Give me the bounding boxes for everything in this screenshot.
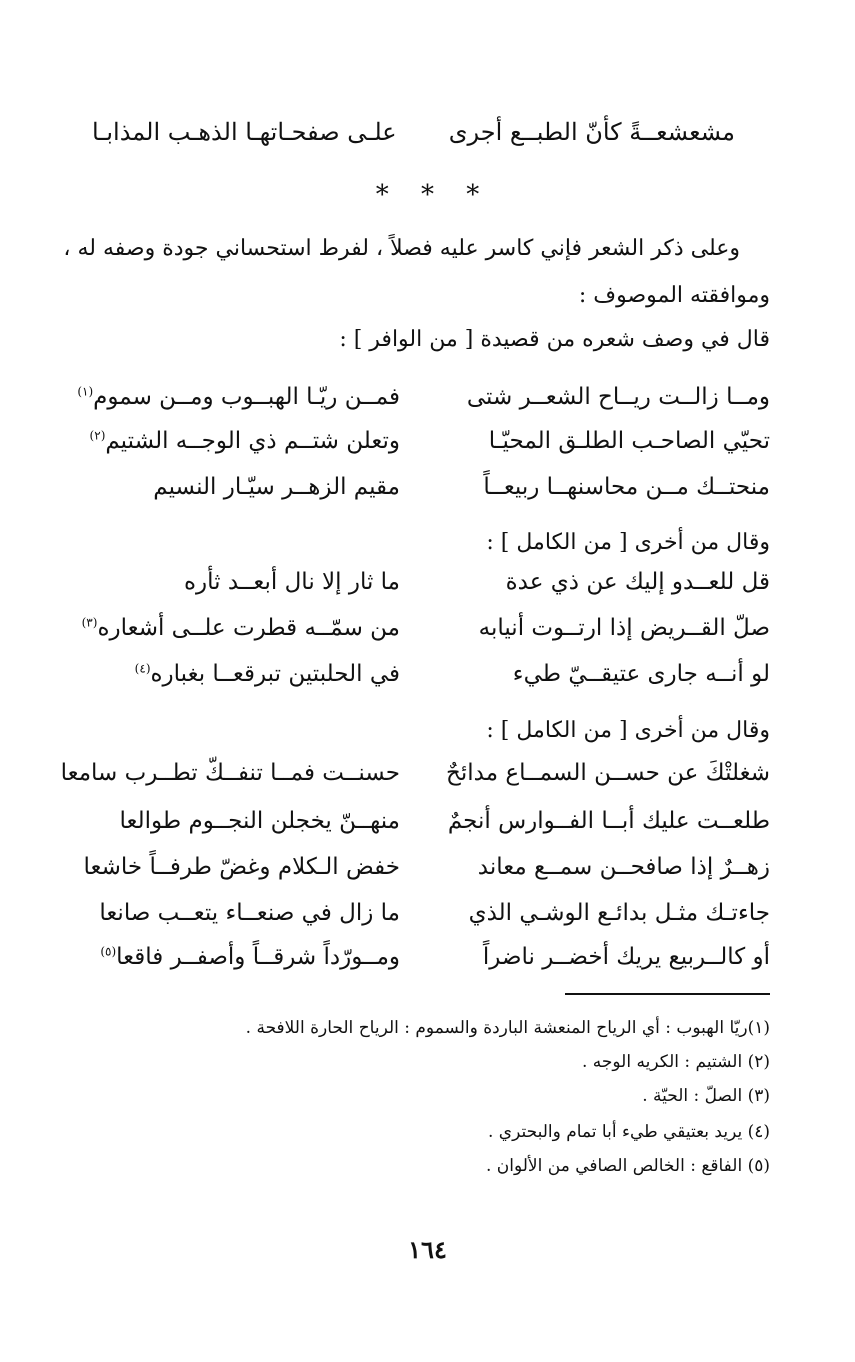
poem3-hemistich-left-2: منهــنّ يخجلن النجــوم طوالعا: [119, 808, 400, 834]
prose-line-3: قال في وصف شعره من قصيدة [ من الوافر ] :: [339, 327, 770, 352]
poem1-text-1: فمــن ريّـا الهبــوب ومــن سموم: [93, 384, 400, 410]
poem1-hemistich-right-1: ومــا زالــت ريــاح الشعــر شتى: [466, 384, 770, 410]
star-3: *: [466, 180, 480, 210]
poem3-hemistich-right-1: شغلتْكَ عن حســن السمــاع مدائحٌ: [446, 760, 770, 786]
poem2-text-2: من سمّــه قطرت علــى أشعاره: [97, 615, 400, 641]
poem3-hemistich-left-3: خفض الـكلام وغضّ طرفــاً خاشعا: [83, 854, 400, 880]
poem1-hemistich-left-2: [70, 428, 400, 454]
poem3-hemistich-right-2: طلعــت عليك أبــا الفــوارس أنجمٌ: [447, 808, 770, 834]
footnote-ref-1: (١): [77, 384, 94, 399]
poem2-hemistich-left-2: [70, 615, 400, 641]
poem2-text-3: في الحلبتين تبرقعــا بغباره: [150, 661, 400, 687]
footnote-4: (٤) يريد بعتيقي طيء أبا تمام والبحتري .: [488, 1122, 770, 1142]
poem2-hemistich-left-1: ما ثار إلا نال أبعــد ثأره: [183, 569, 400, 595]
star-2: *: [421, 180, 434, 210]
section-separator: [0, 180, 855, 210]
footnote-1: (١)ريّا الهبوب : أي الرياح المنعشة الباردة والسموم : الرياح الحارة اللافحة .: [245, 1018, 770, 1038]
footnote-3: (٣) الصلّ : الحيّة .: [642, 1086, 770, 1106]
footnote-divider: [565, 993, 770, 995]
poem2-hemistich-right-1: قل للعــدو إليك عن ذي عدة: [505, 569, 770, 595]
poem3-hemistich-right-5: أو كالــربيع يريك أخضــر ناضراً: [482, 944, 770, 970]
poem1-hemistich-left-1: [70, 384, 400, 410]
footnote-ref-2: (٢): [89, 428, 106, 443]
footnote-ref-4: (٤): [134, 661, 151, 676]
poem3-intro: وقال من أخرى [ من الكامل ] :: [486, 718, 770, 743]
poem3-hemistich-right-4: جاءتـك مثـل بدائـع الوشـي الذي: [468, 900, 770, 926]
poem3-hemistich-left-5: [70, 944, 400, 970]
poem2-intro: وقال من أخرى [ من الكامل ] :: [486, 530, 770, 555]
poem3-hemistich-left-1: حسنــت فمــا تنفــكّ تطــرب سامعا: [60, 760, 400, 786]
footnote-ref-3: (٣): [81, 615, 98, 630]
poem2-hemistich-left-3: [70, 661, 400, 687]
footnote-2: (٢) الشتيم : الكريه الوجه .: [581, 1052, 770, 1072]
poem3-text-5: ومــورّداً شرقــاً وأصفــر فاقعا: [116, 944, 400, 970]
poem1-hemistich-right-3: منحتــك مــن محاسنهــا ربيعــاً: [483, 474, 770, 500]
footnote-ref-5: (٥): [100, 944, 117, 959]
poem2-hemistich-right-2: صلّ القــريض إذا ارتــوت أنيابه: [478, 615, 770, 641]
page-number: ١٦٤: [408, 1235, 447, 1264]
poem3-hemistich-right-3: زهــرٌ إذا صافحــن سمــع معاند: [477, 854, 770, 880]
star-1: *: [375, 180, 389, 210]
prose-line-2: وموافقته الموصوف :: [578, 283, 770, 308]
prose-line-1: وعلى ذكر الشعر فإني كاسر عليه فصلاً ، لفرط استحساني جودة وصفه له ،: [63, 236, 740, 261]
poem1-text-2: وتعلن شتــم ذي الوجــه الشتيم: [105, 428, 400, 454]
poem3-hemistich-left-4: ما زال في صنعــاء يتعــب صانعا: [99, 900, 400, 926]
footnote-5: (٥) الفاقع : الخالص الصافي من الألوان .: [485, 1156, 770, 1176]
opening-verse-left: علـى صفحـاتهـا الذهـب المذابـا: [92, 118, 397, 146]
poem2-hemistich-right-3: لو أنــه جارى عتيقــيّ طيء: [512, 661, 770, 687]
poem1-hemistich-left-3: مقيم الزهــر سيّـار النسيم: [153, 474, 400, 500]
poem1-hemistich-right-2: تحيّي الصاحـب الطلـق المحيّـا: [488, 428, 770, 454]
opening-verse-right: مشعشعــةً كأنّ الطبــع أجرى: [448, 118, 735, 146]
